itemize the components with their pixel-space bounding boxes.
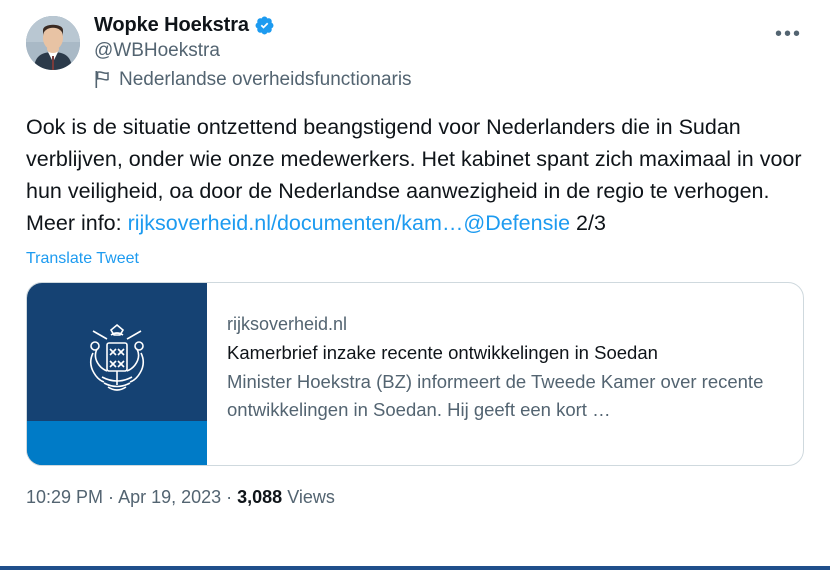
display-name[interactable]: Wopke Hoekstra <box>94 14 249 36</box>
display-name-row <box>94 14 804 37</box>
translate-tweet-button[interactable]: Translate Tweet <box>26 249 139 267</box>
tweet-text <box>26 111 804 239</box>
meta-separator-1: · <box>103 486 119 507</box>
bottom-accent-rule <box>0 566 830 570</box>
link-preview-title: Kamerbrief inzake recente ontwikkelingen in Soedan <box>227 341 658 363</box>
tweet-external-link[interactable]: rijksoverheid.nl/documenten/kam… <box>127 210 464 235</box>
tweet-text-part2: 2/3 <box>570 210 606 235</box>
link-preview-description: Minister Hoekstra (BZ) informeert de Tweede Kamer over recente ontwikkelingen in Soedan. Hij geeft een kort … <box>227 370 764 420</box>
tweet-mention-defensie[interactable]: @Defensie <box>463 210 571 235</box>
more-options-button[interactable]: ••• <box>774 23 802 45</box>
affiliation-label: Nederlandse overheidsfunctionaris <box>119 68 412 90</box>
tweet-header <box>26 14 804 91</box>
link-preview-body <box>207 283 803 465</box>
government-flag-icon <box>94 70 112 89</box>
tweet-metadata <box>26 485 804 509</box>
link-preview-domain: rijksoverheid.nl <box>227 313 348 334</box>
tweet-text-part1: Ook is de situatie ontzettend beangstigend voor Nederlanders die in Sudan verblijven, onder wie onze medewerkers. Het kabinet spant zich maximaal in voor hun veiligheid, oa door de Nederlandse aanwezigheid in de regio te verhogen. Meer info: <box>26 114 802 235</box>
views-count: 3,088 <box>237 486 283 507</box>
views-label: Views <box>282 486 335 507</box>
tweet-time: 10:29 PM <box>26 486 104 507</box>
verified-badge-icon <box>254 15 275 36</box>
name-block <box>94 14 804 91</box>
link-preview-thumbnail <box>27 283 207 465</box>
avatar[interactable] <box>26 16 80 70</box>
thumbnail-accent-bar <box>27 421 207 465</box>
tweet-date: Apr 19, 2023 <box>118 486 222 507</box>
user-handle[interactable]: @WBHoekstra <box>94 40 220 61</box>
affiliation-row <box>94 69 804 91</box>
netherlands-coat-of-arms-icon <box>80 319 154 410</box>
link-preview-card[interactable] <box>26 282 804 466</box>
meta-separator-2: · <box>221 486 238 507</box>
